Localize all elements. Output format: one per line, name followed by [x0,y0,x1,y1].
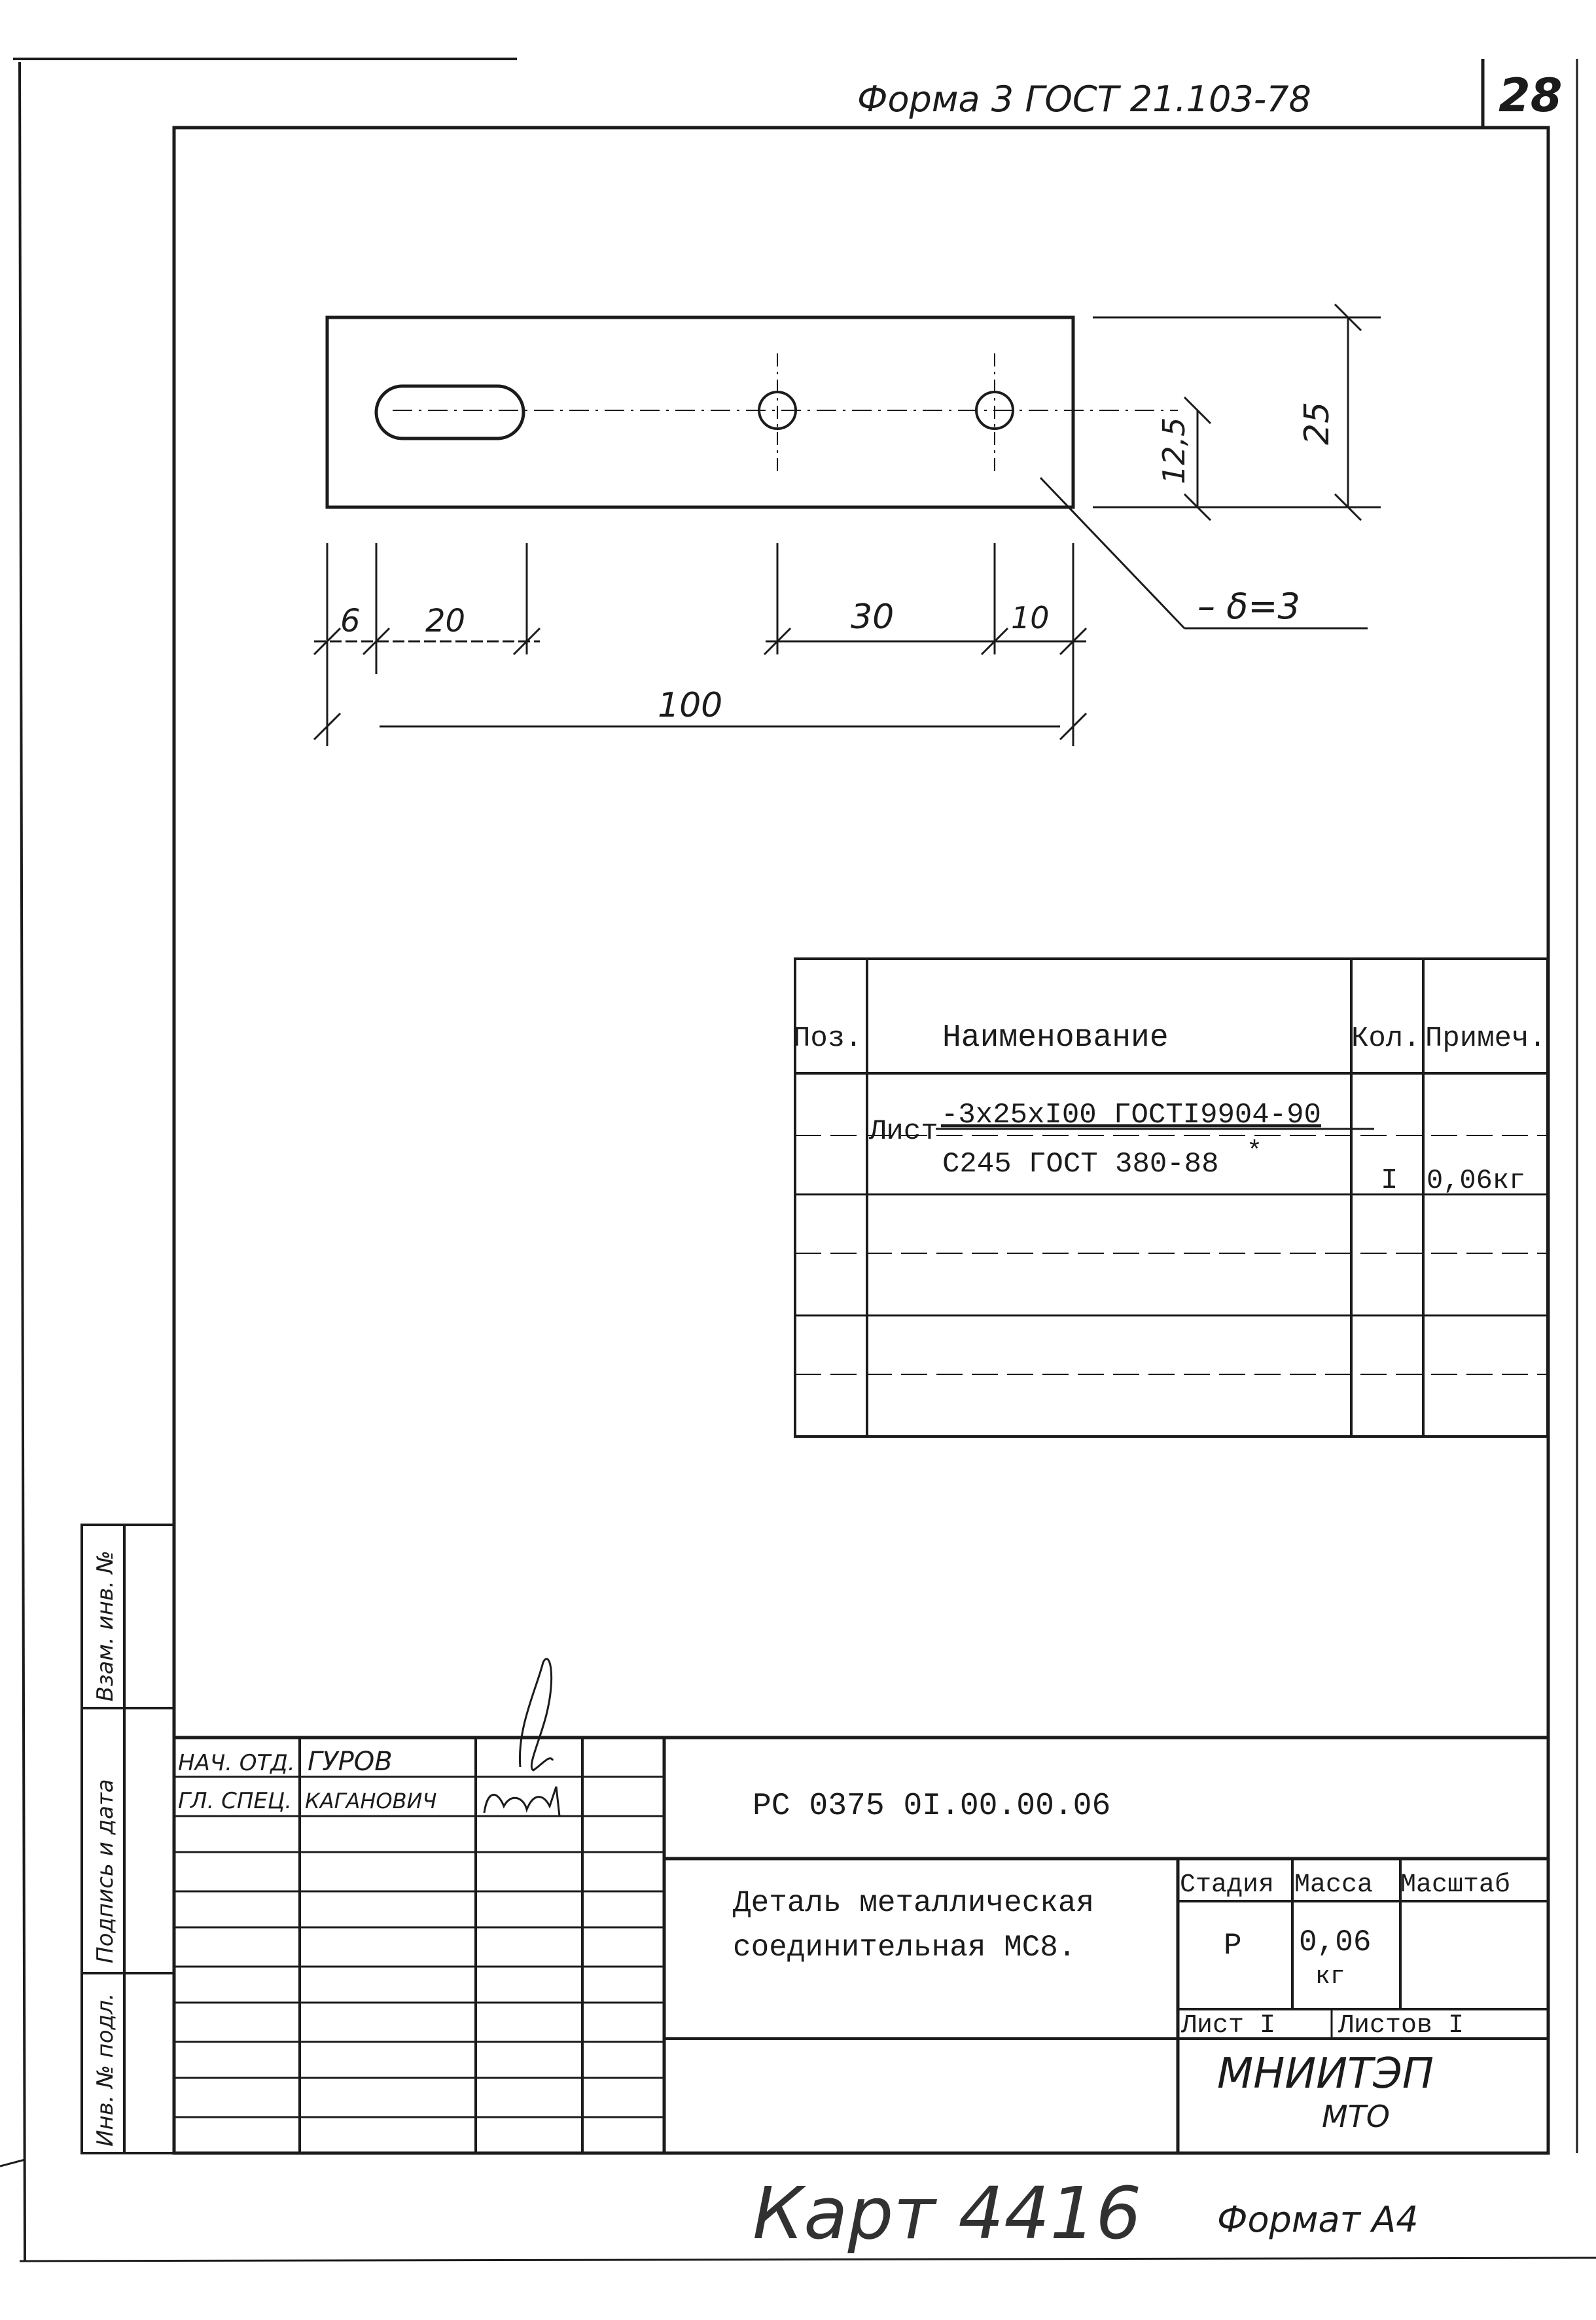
organization: МНИИТЭП [1217,2050,1434,2098]
mass-unit: кг [1315,1963,1345,1991]
row-name-line1: -3x25xI00 ГОСТI9904-90 [941,1099,1321,1132]
role-head-of-dept: НАЧ. ОТД. [178,1750,295,1776]
format-label: Формат А4 [1217,2199,1419,2240]
sheet-label: Лист I [1181,2011,1276,2041]
side-stamp-replace-inv: Взам. инв. № [92,1550,118,1702]
plate-outline [327,317,1073,507]
row-name-line2-mark: * [1247,1137,1263,1167]
mass-value: 0,06 [1299,1925,1372,1959]
slot [376,386,523,438]
dim-left-margin: 6 [340,603,361,639]
row-name-prefix: Лист [869,1115,938,1148]
dim-hole-spacing: 30 [851,598,895,637]
form-label: Форма 3 ГОСТ 21.103-78 [857,79,1311,120]
spec-table [793,959,1548,1437]
mass-header: Масса [1294,1870,1374,1900]
part-drawing [314,304,1381,746]
sheets-label: Листов I [1338,2011,1464,2041]
name-chief-specialist: КАГАНОВИЧ [305,1789,437,1813]
dim-thickness: – δ=3 [1197,586,1300,627]
title-block [174,1659,1548,2153]
row-qty: I [1381,1164,1398,1197]
dim-half-height: 12,5 [1156,417,1192,484]
col-header-note: Примеч. [1425,1022,1546,1055]
signature-2 [484,1787,559,1816]
row-name-line2: С245 ГОСТ 380-88 [942,1148,1219,1181]
stage-header: Стадия [1180,1870,1275,1900]
sheet-number: 28 [1498,69,1563,122]
side-stamp-original-inv: Инв. № подл. [92,1993,118,2147]
signature-1 [520,1659,553,1770]
col-header-pos: Поз. [793,1022,862,1055]
col-header-qty: Кол. [1351,1022,1421,1055]
card-label: Карт 4416 [753,2171,1142,2255]
title-line-2: соединительная МС8. [733,1931,1076,1965]
dim-right-margin: 10 [1011,600,1050,635]
organization-sub: МТО [1322,2099,1390,2134]
scale-header: Масштаб [1400,1870,1511,1900]
name-head-of-dept: ГУРОВ [308,1747,393,1777]
row-note: 0,06кг [1427,1165,1526,1196]
dim-overall-length: 100 [658,686,723,725]
dim-overall-height: 25 [1298,401,1337,445]
title-line-1: Деталь металлическая [733,1886,1095,1920]
document-code: РС 0375 0I.00.00.06 [753,1789,1111,1824]
col-header-name: Наименование [942,1020,1169,1056]
stage-value: Р [1224,1929,1242,1963]
side-stamp-signature-date: Подпись и дата [92,1779,118,1963]
role-chief-specialist: ГЛ. СПЕЦ. [178,1788,293,1814]
side-stamp [82,1525,174,2153]
dim-slot-length: 20 [425,603,466,639]
